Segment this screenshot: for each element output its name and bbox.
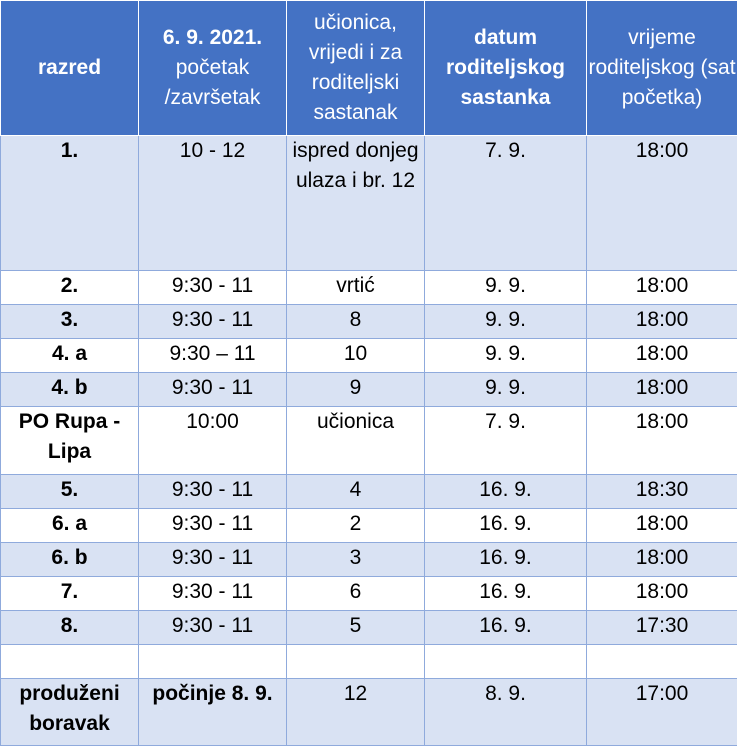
cell-class: 8. xyxy=(1,611,139,645)
cell-classroom: ispred donjeg ulaza i br. 12 xyxy=(287,136,425,271)
cell-classroom: 4 xyxy=(287,475,425,509)
cell-start-end: počinje 8. 9. xyxy=(139,679,287,746)
header-classroom: učionica, vrijedi i za roditeljski sastanak xyxy=(287,1,425,136)
cell-meeting-time xyxy=(587,645,737,679)
cell-class: 1. xyxy=(1,136,139,271)
header-meeting-time: vrijeme roditeljskog (sat početka) xyxy=(587,1,737,136)
table-row xyxy=(1,475,737,509)
cell-start-end: 9:30 - 11 xyxy=(139,475,287,509)
cell-classroom: 3 xyxy=(287,543,425,577)
cell-meeting-date: 16. 9. xyxy=(425,611,587,645)
cell-classroom: 9 xyxy=(287,373,425,407)
cell-start-end: 9:30 - 11 xyxy=(139,271,287,305)
table-row xyxy=(1,679,737,746)
cell-start-end: 10:00 xyxy=(139,407,287,475)
cell-meeting-time: 18:00 xyxy=(587,543,737,577)
table-row xyxy=(1,136,737,271)
table-body xyxy=(1,136,737,746)
cell-class: 3. xyxy=(1,305,139,339)
header-start-end xyxy=(139,1,287,136)
cell-class: 2. xyxy=(1,271,139,305)
cell-meeting-date: 7. 9. xyxy=(425,136,587,271)
cell-start-end: 9:30 - 11 xyxy=(139,543,287,577)
table-row xyxy=(1,271,737,305)
cell-classroom: 5 xyxy=(287,611,425,645)
cell-start-end: 10 - 12 xyxy=(139,136,287,271)
cell-meeting-date: 7. 9. xyxy=(425,407,587,475)
cell-class: 4. b xyxy=(1,373,139,407)
cell-class: 7. xyxy=(1,577,139,611)
cell-classroom xyxy=(287,645,425,679)
cell-class: PO Rupa - Lipa xyxy=(1,407,139,475)
cell-classroom: 8 xyxy=(287,305,425,339)
header-meeting-date: datum roditeljskog sastanka xyxy=(425,1,587,136)
cell-start-end: 9:30 – 11 xyxy=(139,339,287,373)
cell-meeting-time: 18:30 xyxy=(587,475,737,509)
cell-meeting-time: 18:00 xyxy=(587,339,737,373)
cell-meeting-date: 16. 9. xyxy=(425,543,587,577)
cell-meeting-date: 9. 9. xyxy=(425,305,587,339)
cell-start-end: 9:30 - 11 xyxy=(139,373,287,407)
cell-meeting-time: 17:30 xyxy=(587,611,737,645)
cell-classroom: učionica xyxy=(287,407,425,475)
cell-meeting-date: 16. 9. xyxy=(425,577,587,611)
cell-class: produženi boravak xyxy=(1,679,139,746)
cell-class: 5. xyxy=(1,475,139,509)
table-row xyxy=(1,339,737,373)
table-row xyxy=(1,373,737,407)
cell-meeting-date: 8. 9. xyxy=(425,679,587,746)
cell-start-end: 9:30 - 11 xyxy=(139,611,287,645)
table-row xyxy=(1,543,737,577)
table-row xyxy=(1,611,737,645)
cell-class: 6. a xyxy=(1,509,139,543)
cell-meeting-date: 16. 9. xyxy=(425,475,587,509)
cell-classroom: 6 xyxy=(287,577,425,611)
cell-meeting-time: 18:00 xyxy=(587,407,737,475)
header-date: 6. 9. 2021. xyxy=(162,26,263,49)
cell-classroom: 12 xyxy=(287,679,425,746)
table-row xyxy=(1,577,737,611)
cell-meeting-date: 9. 9. xyxy=(425,373,587,407)
cell-meeting-date: 9. 9. xyxy=(425,339,587,373)
cell-meeting-time: 18:00 xyxy=(587,305,737,339)
cell-classroom: 10 xyxy=(287,339,425,373)
cell-meeting-time: 18:00 xyxy=(587,373,737,407)
header-start-end-label: početak /završetak xyxy=(164,56,261,109)
cell-meeting-time: 18:00 xyxy=(587,577,737,611)
cell-meeting-date xyxy=(425,645,587,679)
header-row xyxy=(1,1,737,136)
cell-meeting-date: 16. 9. xyxy=(425,509,587,543)
header-razred: razred xyxy=(1,1,139,136)
table-row xyxy=(1,645,737,679)
cell-start-end xyxy=(139,645,287,679)
cell-meeting-time: 18:00 xyxy=(587,509,737,543)
cell-start-end: 9:30 - 11 xyxy=(139,509,287,543)
table-row xyxy=(1,305,737,339)
table-row xyxy=(1,509,737,543)
cell-classroom: 2 xyxy=(287,509,425,543)
table-row xyxy=(1,407,737,475)
cell-classroom: vrtić xyxy=(287,271,425,305)
cell-meeting-date: 9. 9. xyxy=(425,271,587,305)
cell-start-end: 9:30 - 11 xyxy=(139,305,287,339)
cell-meeting-time: 18:00 xyxy=(587,136,737,271)
cell-class xyxy=(1,645,139,679)
cell-class: 4. a xyxy=(1,339,139,373)
cell-meeting-time: 17:00 xyxy=(587,679,737,746)
cell-start-end: 9:30 - 11 xyxy=(139,577,287,611)
cell-class: 6. b xyxy=(1,543,139,577)
cell-meeting-time: 18:00 xyxy=(587,271,737,305)
